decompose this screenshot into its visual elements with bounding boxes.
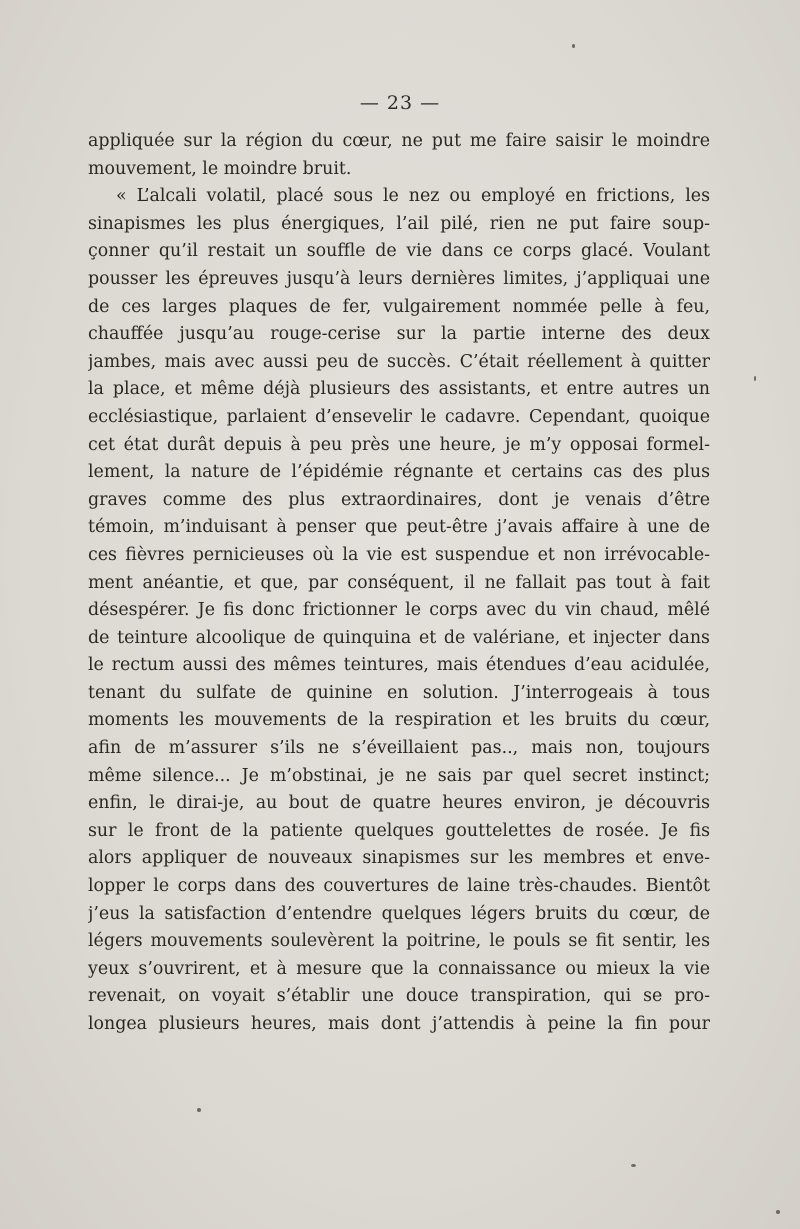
paper-speck bbox=[197, 1108, 201, 1112]
text-line: çonner qu’il restait un souffle de vie dans ce corps glacé. Voulant bbox=[88, 241, 710, 262]
text-line: enfin, le dirai-je, au bout de quatre heures environ, je découvris bbox=[88, 793, 710, 814]
text-line: « L’alcali volatil, placé sous le nez ou employé en frictions, les bbox=[116, 186, 710, 207]
text-line: revenait, on voyait s’établir une douce transpiration, qui se pro- bbox=[88, 986, 710, 1007]
text-line: de ces larges plaques de fer, vulgairement nommée pelle à feu, bbox=[88, 296, 710, 317]
text-line: ecclésiastique, parlaient d’ensevelir le cadavre. Cependant, quoique bbox=[88, 406, 710, 427]
paper-speck bbox=[631, 1164, 636, 1167]
text-line: sur le front de la patiente quelques gouttelettes de rosée. Je fis bbox=[88, 820, 710, 841]
text-line: lopper le corps dans des couvertures de laine très-chaudes. Bientôt bbox=[88, 876, 710, 897]
text-line: la place, et même déjà plusieurs des assistants, et entre autres un bbox=[88, 379, 710, 400]
text-line: mouvement, le moindre bruit. bbox=[88, 158, 352, 179]
text-line: moments les mouvements de la respiration et les bruits du cœur, bbox=[88, 710, 710, 731]
text-line: légers mouvements soulevèrent la poitrine, le pouls se fit sentir, les bbox=[88, 931, 710, 952]
text-line: lement, la nature de l’épidémie régnante et certains cas des plus bbox=[88, 462, 710, 483]
text-line: ment anéantie, et que, par conséquent, il ne fallait pas tout à fait bbox=[88, 572, 710, 593]
page-number: — 23 — bbox=[359, 92, 441, 114]
paper-speck bbox=[776, 1210, 780, 1214]
text-line: désespérer. Je fis donc frictionner le corps avec du vin chaud, mêlé bbox=[88, 600, 710, 621]
text-line: témoin, m’induisant à penser que peut-être j’avais affaire à une de bbox=[88, 517, 710, 538]
body-text bbox=[88, 128, 710, 1039]
text-line: j’eus la satisfaction d’entendre quelques légers bruits du cœur, de bbox=[88, 903, 710, 924]
text-line: cet état durât depuis à peu près une heure, je m’y opposai formel- bbox=[88, 434, 710, 455]
text-line: appliquée sur la région du cœur, ne put me faire saisir le moindre bbox=[88, 131, 710, 151]
paper-speck bbox=[572, 44, 575, 48]
text-line: même silence... Je m’obstinai, je ne sais par quel secret instinct; bbox=[88, 765, 710, 786]
text-line: afin de m’assurer s’ils ne s’éveillaient pas.., mais non, toujours bbox=[88, 738, 710, 759]
text-line: sinapismes les plus énergiques, l’ail pilé, rien ne put faire soup- bbox=[88, 213, 710, 234]
text-line: yeux s’ouvrirent, et à mesure que la connaissance ou mieux la vie bbox=[88, 958, 710, 979]
text-line: jambes, mais avec aussi peu de succès. C’était réellement à quitter bbox=[88, 351, 710, 372]
text-line: le rectum aussi des mêmes teintures, mais étendues d’eau acidulée, bbox=[88, 655, 710, 676]
paper-speck bbox=[754, 376, 756, 381]
text-line: graves comme des plus extraordinaires, dont je venais d’être bbox=[88, 489, 710, 510]
text-line: pousser les épreuves jusqu’à leurs dernières limites, j’appliquai une bbox=[88, 268, 710, 289]
text-line: ces fièvres pernicieuses où la vie est suspendue et non irrévocable- bbox=[88, 544, 710, 565]
text-line: longea plusieurs heures, mais dont j’attendis à peine la fin pour bbox=[88, 1014, 710, 1034]
text-line: chauffée jusqu’au rouge-cerise sur la partie interne des deux bbox=[88, 324, 710, 345]
text-line: tenant du sulfate de quinine en solution. J’interrogeais à tous bbox=[88, 682, 710, 703]
text-line: alors appliquer de nouveaux sinapismes sur les membres et enve- bbox=[88, 848, 710, 869]
text-line: de teinture alcoolique de quinquina et de valériane, et injecter dans bbox=[88, 627, 710, 648]
